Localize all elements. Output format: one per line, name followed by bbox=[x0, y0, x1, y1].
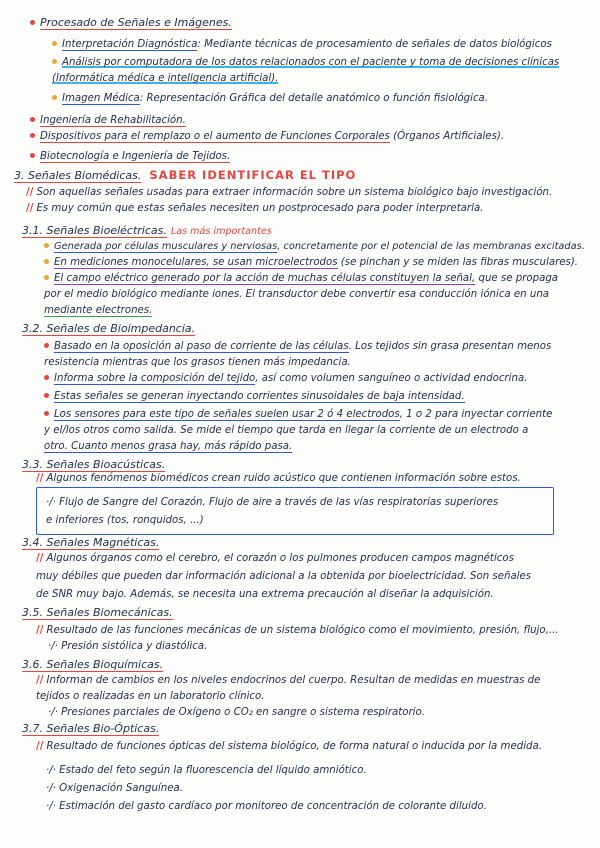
text-line: y el/los otros como salida. Se mide el tiempo que tarda en llegar la corriente de un electrodo a bbox=[44, 425, 529, 436]
subtopic-line: Imagen Médica: Representación Gráfica del detalle anatómico o función fisiológica. bbox=[52, 92, 488, 106]
double-slash-icon: // bbox=[36, 741, 44, 752]
orange-bullet-icon bbox=[52, 95, 57, 100]
bullet-line: Generada por células musculares y nerviosas, concretamente por el potencial de las membranas excitadas. bbox=[44, 240, 585, 254]
topic-line: Ingeniería de Rehabilitación. bbox=[30, 114, 186, 128]
text-line: resistencia mientras que los grasos tienen más impedancia. bbox=[44, 357, 351, 368]
red-bullet-icon bbox=[44, 375, 49, 380]
subtopic-line: Análisis por computadora de los datos relacionados con el paciente y toma de decisiones clínicas bbox=[52, 56, 559, 70]
orange-bullet-icon bbox=[52, 41, 57, 46]
double-slash-icon: // bbox=[26, 187, 34, 198]
red-bullet-icon bbox=[44, 411, 49, 416]
orange-bullet-icon bbox=[44, 243, 49, 248]
text-line: otro. Cuanto menos grasa hay, más rápido pasa. bbox=[44, 441, 293, 452]
text-line: (Informática médica e inteligencia artificial). bbox=[52, 73, 279, 84]
topic-line: Dispositivos para el remplazo o el aumento de Funciones Corporales (Órganos Artificiales). bbox=[30, 130, 504, 144]
section-heading: 3.6. Señales Bioquímicas. bbox=[22, 658, 164, 671]
topic-line: Biotecnología e Ingeniería de Tejidos. bbox=[30, 150, 230, 164]
red-bullet-icon bbox=[30, 20, 35, 25]
paragraph-line: // Informan de cambios en los niveles endocrinos del cuerpo. Resultan de medidas en muestras de bbox=[36, 675, 541, 686]
section-heading: 3.2. Señales de Bioimpedancia. bbox=[22, 322, 196, 335]
text-line: de SNR muy bajo. Además, se necesita una extrema precaución al diseñar la adquisición. bbox=[36, 589, 494, 600]
example-line: ·/· Presión sistólica y diastólica. bbox=[48, 641, 208, 652]
red-bullet-icon bbox=[30, 153, 35, 158]
text-line: por el medio biológico mediante iones. El transductor debe convertir esa conducción iónica en una bbox=[44, 289, 550, 300]
red-bullet-icon bbox=[30, 117, 35, 122]
paragraph-line: // Es muy común que estas señales necesiten un postprocesado para poder interpretarla. bbox=[26, 203, 484, 214]
paragraph-line: // Algunos órganos como el cerebro, el corazón o los pulmones producen campos magnéticos bbox=[36, 553, 514, 564]
double-slash-icon: // bbox=[36, 675, 44, 686]
bullet-line: Basado en la oposición al paso de corriente de las células. Los tejidos sin grasa presentan menos bbox=[44, 340, 551, 354]
section-heading: 3.7. Señales Bio-Ópticas. bbox=[22, 722, 160, 735]
paragraph-line: // Resultado de las funciones mecánicas de un sistema biológico como el movimiento, presión, flujo,... bbox=[36, 625, 559, 636]
paragraph-line: // Resultado de funciones ópticas del sistema biológico, de forma natural o inducida por la medida. bbox=[36, 741, 542, 752]
example-line: ·/· Oxigenación Sanguínea. bbox=[46, 783, 183, 794]
text-line: tejidos o realizadas en un laboratorio clínico. bbox=[36, 691, 265, 702]
topic-line: Procesado de Señales e Imágenes. bbox=[30, 16, 232, 30]
bullet-line: El campo eléctrico generado por la acción de muchas células constituyen la señal, que se propaga bbox=[44, 272, 558, 286]
red-bullet-icon bbox=[44, 393, 49, 398]
bullet-line: En mediciones monocelulares, se usan microelectrodos (se pinchan y se miden las fibras musculares). bbox=[44, 256, 578, 270]
section-heading: 3. Señales Biomédicas. SABER IDENTIFICAR EL TIPO bbox=[14, 168, 357, 182]
bullet-line: Estas señales se generan inyectando corrientes sinusoidales de baja intensidad. bbox=[44, 390, 465, 404]
orange-bullet-icon bbox=[44, 259, 49, 264]
red-bullet-icon bbox=[44, 343, 49, 348]
bullet-line: Los sensores para este tipo de señales suelen usar 2 ó 4 electrodos, 1 o 2 para inyectar corriente bbox=[44, 408, 552, 422]
section-heading: 3.5. Señales Biomecánicas. bbox=[22, 606, 173, 619]
section-heading: 3.3. Señales Bioacústicas. bbox=[22, 458, 166, 471]
double-slash-icon: // bbox=[36, 553, 44, 564]
example-line: e inferiores (tos, ronquidos, ...) bbox=[46, 515, 204, 526]
section-heading: 3.4. Señales Magnéticas. bbox=[22, 536, 160, 549]
orange-bullet-icon bbox=[44, 275, 49, 280]
paragraph-line: // Algunos fenómenos biomédicos crean ruido acústico que contienen información sobre estos. bbox=[36, 473, 521, 484]
example-line: ·/· Estado del feto según la fluorescencia del líquido amniótico. bbox=[46, 765, 367, 776]
example-line: ·/· Presiones parciales de Oxígeno o CO₂ en sangre o sistema respiratorio. bbox=[48, 707, 425, 718]
section-heading: 3.1. Señales Bioeléctricas. Las más importantes bbox=[22, 224, 272, 237]
example-line: ·/· Flujo de Sangre del Corazón, Flujo de aire a través de las vías respiratorias superiores bbox=[46, 497, 499, 508]
text-line: mediante electrones. bbox=[44, 305, 153, 316]
red-bullet-icon bbox=[30, 133, 35, 138]
paragraph-line: // Son aquellas señales usadas para extraer información sobre un sistema biológico bajo investigación. bbox=[26, 187, 553, 198]
text-line: muy débiles que pueden dar información adicional a la obtenida por bioelectricidad. Son señales bbox=[36, 571, 532, 582]
double-slash-icon: // bbox=[26, 203, 34, 214]
orange-bullet-icon bbox=[52, 59, 57, 64]
double-slash-icon: // bbox=[36, 473, 44, 484]
subtopic-line: Interpretación Diagnóstica: Mediante técnicas de procesamiento de señales de datos biológicos bbox=[52, 38, 552, 52]
example-line: ·/· Estimación del gasto cardíaco por monitoreo de concentración de colorante diluido. bbox=[46, 801, 487, 812]
double-slash-icon: // bbox=[36, 625, 44, 636]
bullet-line: Informa sobre la composición del tejido, así como volumen sanguíneo o actividad endocrina. bbox=[44, 372, 527, 386]
